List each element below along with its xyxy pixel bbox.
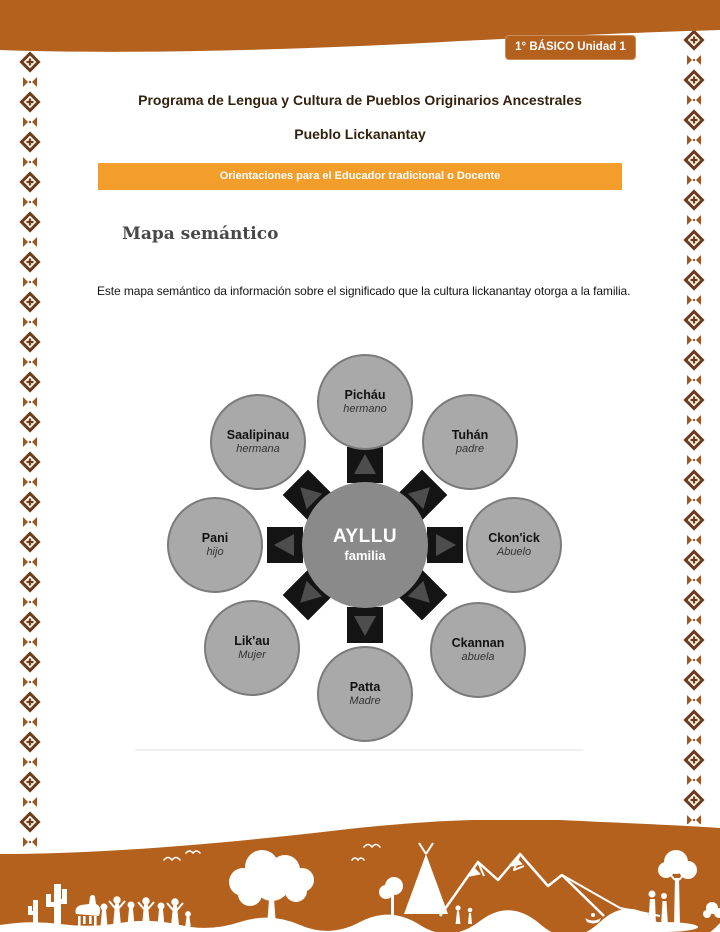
node-circle-top-right bbox=[422, 394, 518, 490]
arrow-connector-top-icon bbox=[347, 447, 383, 483]
section-description: Este mapa semántico da información sobre el significado que la cultura lickanantay otorga a la familia. bbox=[97, 284, 631, 298]
node-meaning: hijo bbox=[206, 546, 224, 559]
node-term: Pani bbox=[201, 530, 229, 545]
node-circle-bottom bbox=[317, 646, 413, 742]
andean-pattern-border-left bbox=[19, 50, 41, 850]
orientation-banner: Orientaciones para el Educador tradicional o Docente bbox=[98, 163, 622, 190]
center-term: AYLLU bbox=[332, 525, 398, 547]
node-meaning: hermano bbox=[343, 403, 387, 416]
node-circle-bottom-right bbox=[430, 602, 526, 698]
arrow-connector-left-icon bbox=[267, 527, 303, 563]
node-circle-top bbox=[317, 354, 413, 450]
node-circle-bottom-left bbox=[204, 600, 300, 696]
center-node-ayllu bbox=[302, 482, 428, 608]
arrow-connector-right-icon bbox=[427, 527, 463, 563]
node-term: Patta bbox=[349, 679, 381, 694]
node-term: Saalipinau bbox=[226, 427, 290, 442]
node-term: Tuhán bbox=[451, 427, 489, 442]
section-divider bbox=[135, 749, 583, 751]
section-heading: Mapa semántico bbox=[122, 224, 279, 244]
node-meaning: Abuelo bbox=[496, 546, 532, 559]
node-meaning: hermana bbox=[236, 443, 280, 456]
node-term: Ckon'ick bbox=[488, 530, 540, 545]
node-meaning: padre bbox=[455, 443, 485, 456]
node-meaning: Madre bbox=[349, 695, 381, 708]
center-meaning: familia bbox=[344, 547, 386, 563]
node-meaning: abuela bbox=[461, 651, 495, 664]
node-circle-right bbox=[466, 497, 562, 593]
node-term: Picháu bbox=[344, 387, 386, 402]
unit-badge: 1° BÁSICO Unidad 1 bbox=[505, 35, 636, 60]
arrow-connector-bottom-icon bbox=[347, 607, 383, 643]
landscape-illustration bbox=[0, 820, 720, 932]
pueblo-subtitle: Pueblo Lickanantay bbox=[294, 126, 426, 142]
node-term: Lik'au bbox=[234, 633, 270, 648]
node-circle-left bbox=[167, 497, 263, 593]
node-term: Ckannan bbox=[451, 635, 505, 650]
node-circle-top-left bbox=[210, 394, 306, 490]
node-meaning: Mujer bbox=[238, 649, 266, 662]
program-title: Programa de Lengua y Cultura de Pueblos Originarios Ancestrales bbox=[138, 92, 582, 108]
people-group-silhouette bbox=[101, 897, 190, 926]
semantic-map-diagram bbox=[140, 340, 590, 760]
andean-pattern-border-right bbox=[683, 28, 705, 824]
